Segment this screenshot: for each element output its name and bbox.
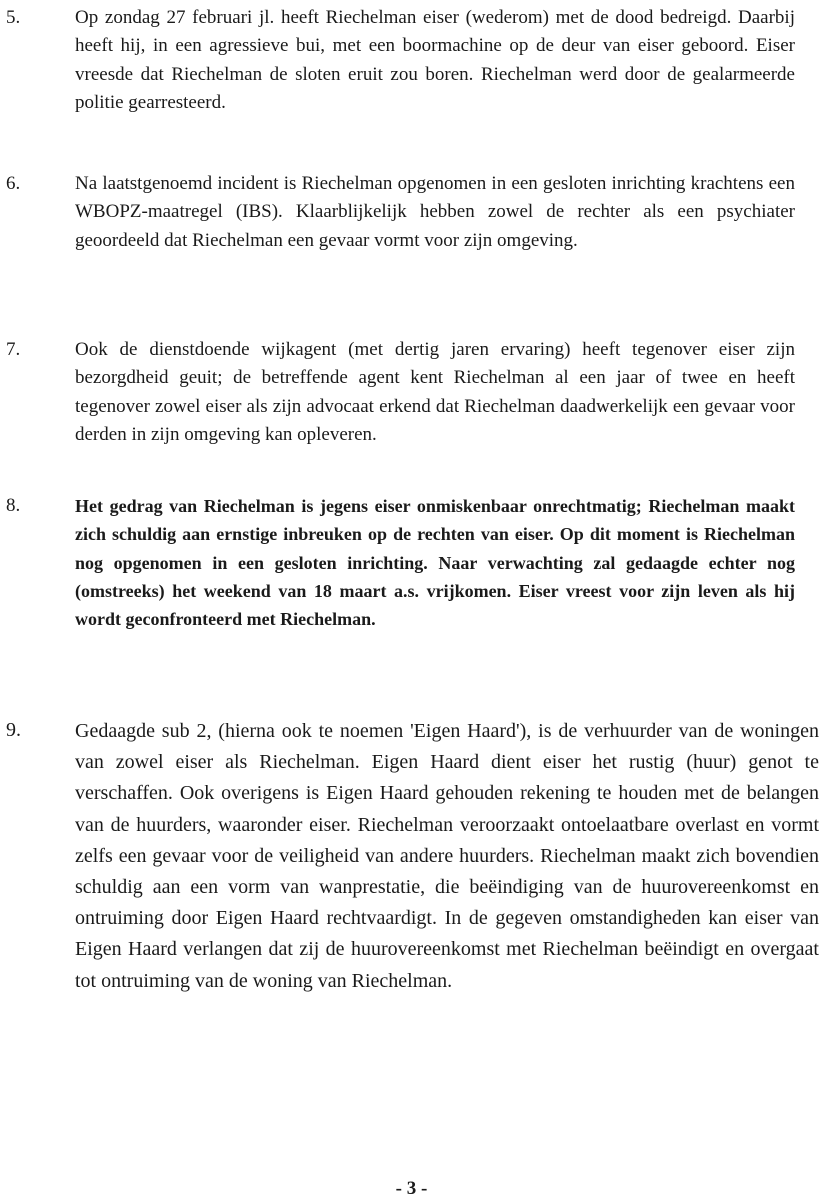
paragraph-number: 9. [6,719,21,741]
paragraph-number: 5. [6,7,21,28]
page-number: - 3 - [395,1178,428,1199]
paragraph-number: 8. [6,495,21,516]
paragraph-text: Ook de dienstdoende wijkagent (met dertig jaren ervaring) heeft tegenover eiser zijn bezorgdheid geuit; de betreffende agent kent Riechelman al een jaar of twee en heeft tegenover zowel eiser als zijn advocaat erkend dat Riechelman daadwerkelijk een gevaar voor derden in zijn omgeving kan opleveren. [75,339,795,445]
paragraph-number: 7. [6,339,21,360]
paragraph-text: Na laatstgenoemd incident is Riechelman opgenomen in een gesloten inrichting krachtens een WBOPZ-maatregel (IBS). Klaarblijkelijk hebben zowel de rechter als een psychiater geoordeeld dat Riechelman een gevaar vormt voor zijn omgeving. [75,173,795,251]
paragraph-text: Het gedrag van Riechelman is jegens eiser onmiskenbaar onrechtmatig; Riechelman maakt zich schuldig aan ernstige inbreuken op de rechten van eiser. Op dit moment is Riechelman nog opgenomen in een gesloten inrichting. Naar verwachting zal gedaagde echter nog (omstreeks) het weekend van 18 maart a.s. vrijkomen. Eiser vreest voor zijn leven als hij wordt geconfronteerd met Riechelman. [75,496,795,630]
paragraph-number: 6. [6,173,21,194]
paragraph-text: Op zondag 27 februari jl. heeft Riechelman eiser (wederom) met de dood bedreigd. Daarbij heeft hij, in een agressieve bui, met een boormachine op de deur van eiser geboord. Eiser vreesde dat Riechelman de sloten eruit zou boren. Riechelman werd door de gealarmeerde politie gearresteerd. [75,7,795,113]
paragraph-text: Gedaagde sub 2, (hierna ook te noemen 'Eigen Haard'), is de verhuurder van de woningen van zowel eiser als Riechelman. Eigen Haard dient eiser het rustig (huur) genot te verschaffen. Ook overigens is Eigen Haard gehouden rekening te houden met de belangen van de huurders, waaronder eiser. Riechelman veroorzaakt ontoelaatbare overlast en vormt zelfs een gevaar voor de veiligheid van andere huurders. Riechelman maakt zich bovendien schuldig aan een vorm van wanprestatie, die beëindiging van de huurovereenkomst en ontruiming door Eigen Haard rechtvaardigt. In de gegeven omstandigheden kan eiser van Eigen Haard verlangen dat zij de huurovereenkomst met Riechelman beëindigt en overgaat tot ontruiming van de woning van Riechelman. [75,720,819,992]
